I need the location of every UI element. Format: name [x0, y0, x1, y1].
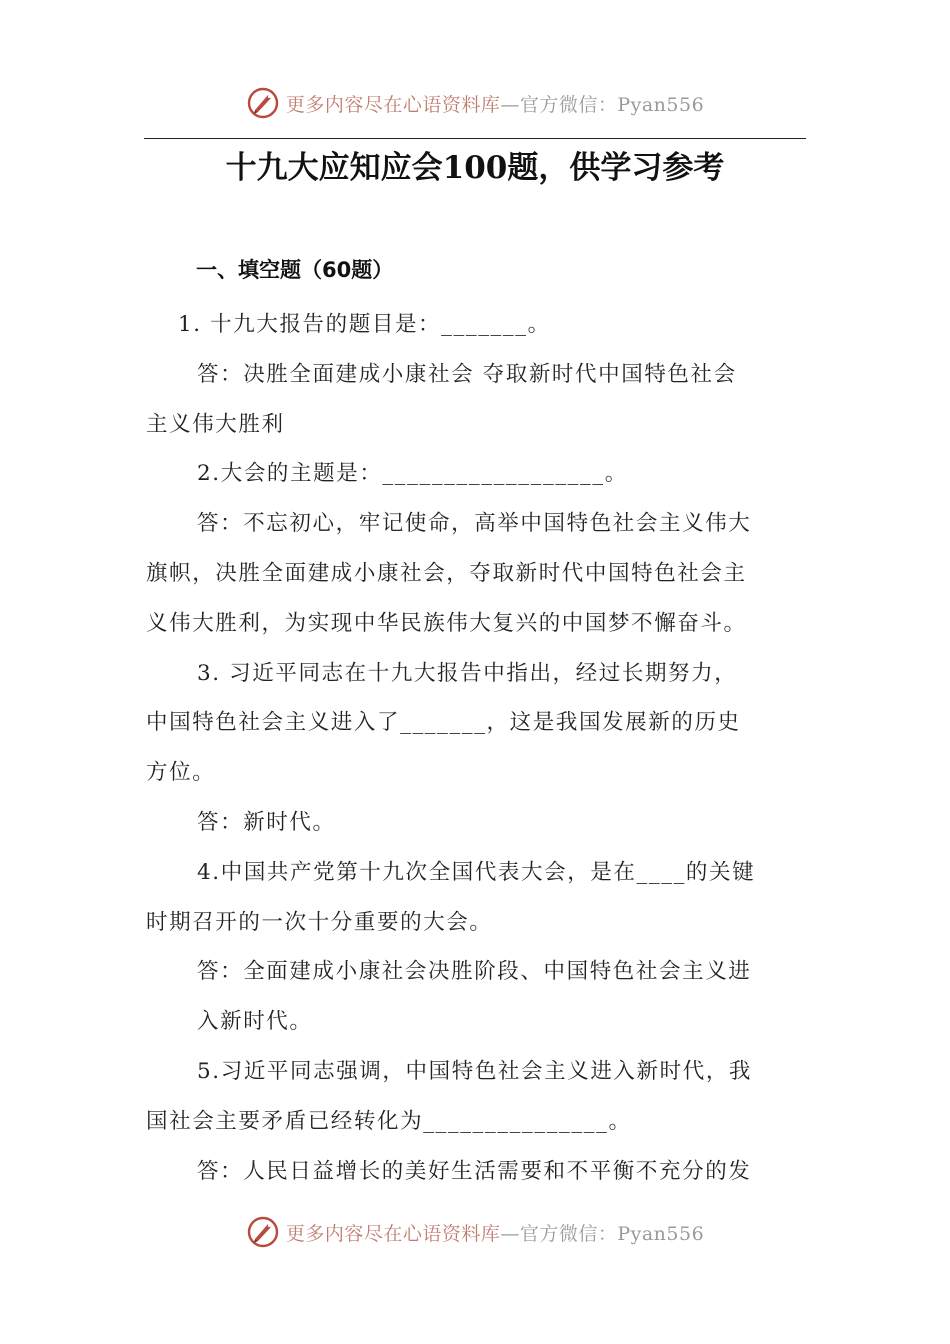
question-5-line-2: 国社会主要矛盾已经转化为_______________。 — [146, 1108, 632, 1134]
answer-2-line-3: 义伟大胜利，为实现中华民族伟大复兴的中国梦不懈奋斗。 — [146, 610, 747, 636]
footer-separator: — — [500, 1222, 520, 1245]
header-banner-text — [286, 90, 704, 117]
pen-nib-logo-icon — [246, 86, 280, 120]
answer-5-line-1: 答：人民日益增长的美好生活需要和不平衡不充分的发 — [197, 1158, 752, 1184]
footer-banner — [0, 1212, 950, 1252]
footer-contact: 官方微信：Pyan556 — [519, 1222, 705, 1245]
section-heading: 一、填空题（60题） — [196, 258, 394, 282]
question-3-line-3: 方位。 — [146, 760, 216, 786]
answer-2-line-1: 答：不忘初心，牢记使命，高举中国特色社会主义伟大 — [197, 511, 752, 537]
question-1: 1. 十九大报告的题目是：_______。 — [178, 312, 551, 337]
footer-banner-inner — [246, 1215, 704, 1249]
banner-separator: — — [500, 93, 520, 116]
question-3-line-1: 3. 习近平同志在十九大报告中指出，经过长期努力， — [197, 660, 738, 686]
answer-4-line-2: 入新时代。 — [197, 1009, 313, 1035]
header-banner-inner — [246, 86, 704, 120]
question-4-line-1: 4.中国共产党第十九次全国代表大会，是在____的关键 — [197, 859, 756, 885]
banner-contact: 官方微信：Pyan556 — [519, 93, 705, 116]
question-5-line-1: 5.习近平同志强调，中国特色社会主义进入新时代，我 — [197, 1058, 753, 1084]
banner-site-name: 更多内容尽在心语资料库 — [285, 93, 501, 116]
header-banner — [0, 83, 950, 123]
answer-4-line-1: 答：全面建成小康社会决胜阶段、中国特色社会主义进 — [197, 959, 752, 985]
answer-3: 答：新时代。 — [197, 809, 336, 835]
footer-site-name: 更多内容尽在心语资料库 — [285, 1222, 501, 1245]
footer-banner-text — [286, 1219, 704, 1246]
document-body — [146, 300, 808, 1196]
pen-nib-logo-icon — [246, 1215, 280, 1249]
answer-1-line-1: 答：决胜全面建成小康社会 夺取新时代中国特色社会 — [197, 361, 737, 387]
header-rule — [144, 138, 806, 139]
question-3-line-2: 中国特色社会主义进入了_______，这是我国发展新的历史 — [146, 710, 741, 736]
question-2: 2.大会的主题是：__________________。 — [197, 461, 628, 487]
answer-1-line-2: 主义伟大胜利 — [146, 411, 285, 437]
document-title: 十九大应知应会100题，供学习参考 — [225, 150, 725, 186]
answer-2-line-2: 旗帜，决胜全面建成小康社会，夺取新时代中国特色社会主 — [146, 560, 747, 586]
question-4-line-2: 时期召开的一次十分重要的大会。 — [146, 909, 493, 935]
